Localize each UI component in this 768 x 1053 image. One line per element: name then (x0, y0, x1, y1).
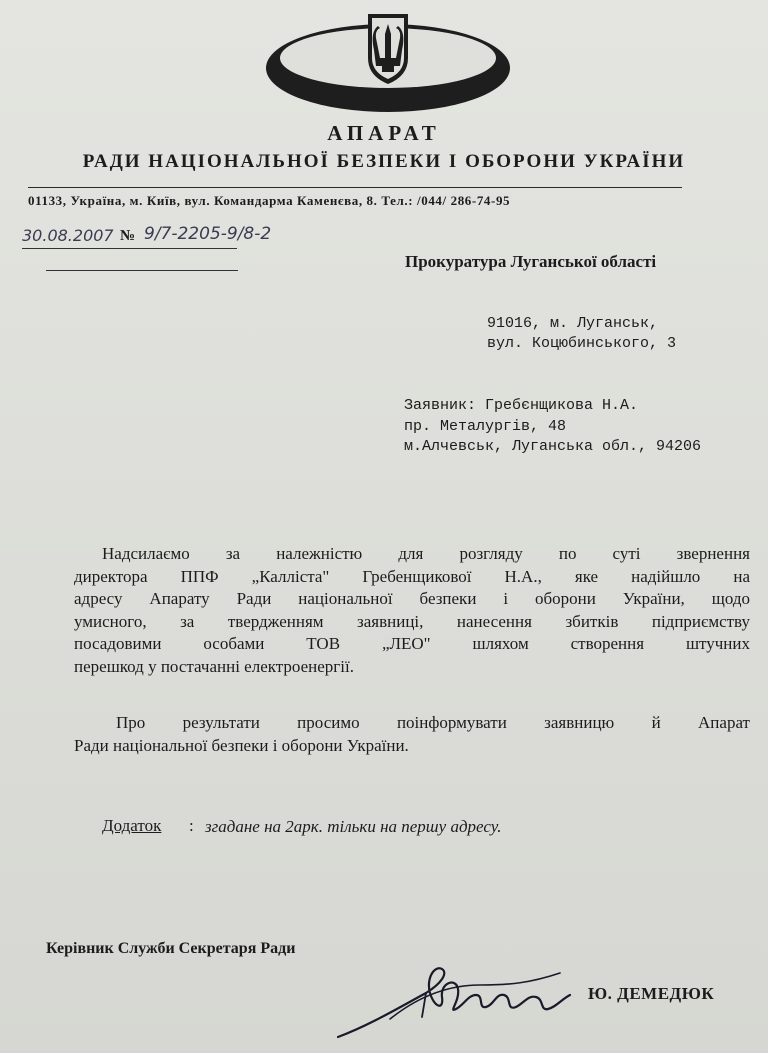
recipient-name: Прокуратура Луганської області (405, 252, 657, 271)
body-line: адресу Апарату Ради національної безпеки і оборони України, щодо (74, 589, 750, 609)
body-line: умисного, за твердженням заявниці, нанесення збитків підприємству (74, 611, 750, 631)
attachment-colon: : (189, 816, 194, 835)
reference-number: 9/7-2205-9/8-2 (144, 224, 272, 244)
reference-no-label: № (120, 228, 136, 244)
body-paragraph-2 (74, 712, 750, 757)
org-title: АПАРАТ (327, 121, 441, 145)
reference-underline (22, 248, 237, 249)
attachment-label: Додаток (102, 816, 162, 835)
applicant-line: м.Алчевськ, Луганська обл., 94206 (404, 438, 702, 455)
body-line: Про результати просимо поінформувати заявницю й Апарат (116, 713, 750, 732)
org-subtitle: РАДИ НАЦІОНАЛЬНОЇ БЕЗПЕКИ І ОБОРОНИ УКРАЇНИ (82, 151, 686, 172)
trident-emblem-icon (258, 8, 518, 126)
body-line: посадовими особами ТОВ „ЛЕО" шляхом створення штучних (74, 634, 750, 654)
sender-address: 01133, Україна, м. Київ, вул. Командарма Каменєва, 8. Тел.: /044/ 286-74-95 (28, 193, 511, 208)
recipient-address-line: вул. Коцюбинського, 3 (487, 335, 677, 352)
body-line: перешкод у постачанні електроенергії. (74, 656, 354, 676)
applicant-line: Заявник: Гребєнщикова Н.А. (404, 397, 639, 414)
applicant-line: пр. Металургів, 48 (404, 418, 567, 435)
body-paragraph-1 (74, 543, 750, 679)
signer-name: Ю. ДЕМЕДЮК (588, 984, 715, 1003)
body-line: Ради національної безпеки і оборони України. (74, 735, 409, 755)
handwritten-signature (330, 955, 580, 1045)
attachment-text: згадане на 2арк. тільки на першу адресу. (205, 817, 502, 836)
body-line: директора ППФ „Калліста" Гребенщикової Н.А., яке надійшло на (74, 566, 750, 586)
signer-title: Керівник Служби Секретаря Ради (46, 940, 296, 957)
header-divider (28, 187, 682, 188)
reference-underline-2 (46, 270, 238, 271)
recipient-address-line: 91016, м. Луганськ, (487, 315, 659, 332)
body-line: Надсилаємо за належністю для розгляду по суті звернення (102, 544, 750, 563)
reference-date: 30.08.2007 (22, 226, 114, 245)
